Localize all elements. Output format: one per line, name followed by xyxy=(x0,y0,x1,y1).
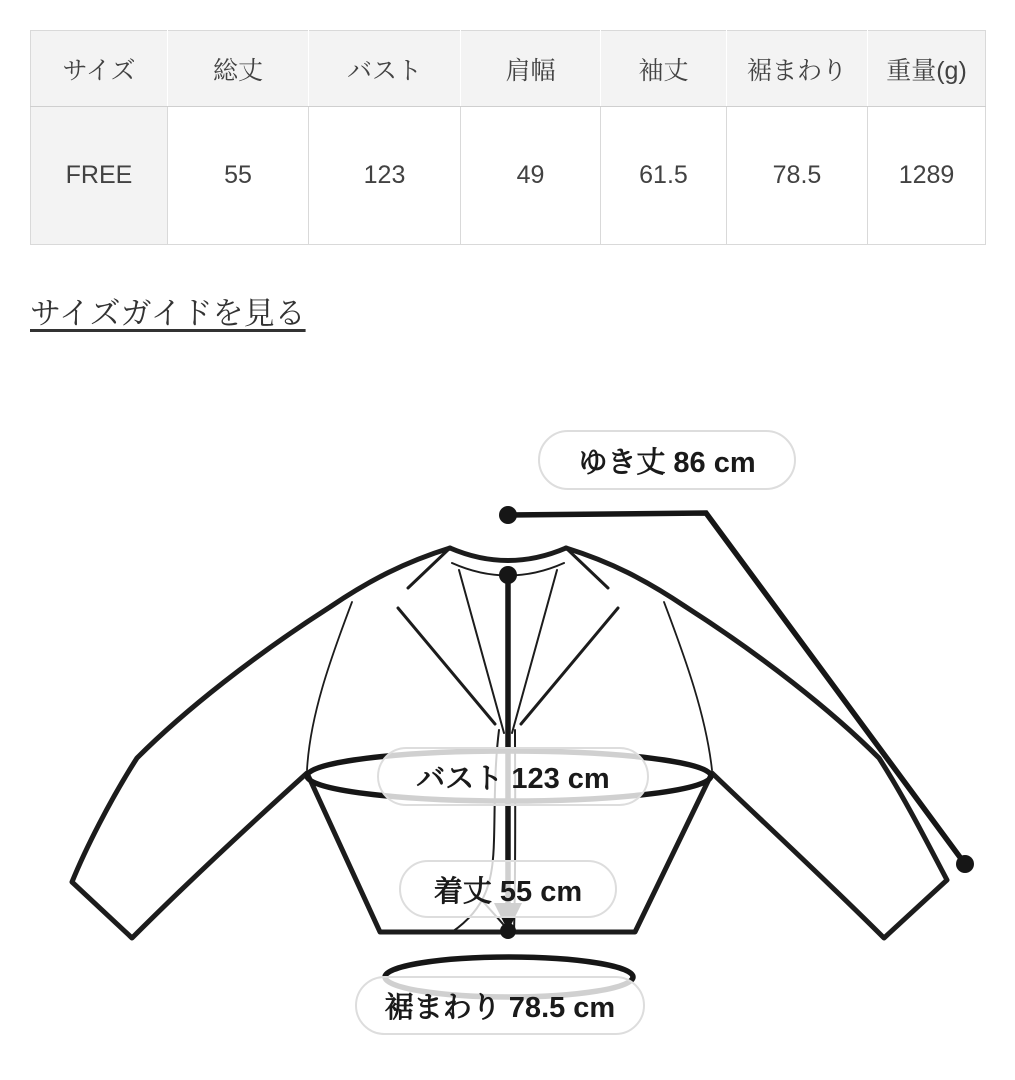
bust-label: バスト 123 cm xyxy=(377,747,649,806)
cell-sleeve: 61.5 xyxy=(601,107,727,245)
cell-length: 55 xyxy=(168,107,309,245)
cell-size: FREE xyxy=(31,107,168,245)
cell-weight: 1289 xyxy=(868,107,986,245)
col-header-bust: バスト xyxy=(309,31,461,107)
col-header-size: サイズ xyxy=(31,31,168,107)
col-header-length: 総丈 xyxy=(168,31,309,107)
cell-bust: 123 xyxy=(309,107,461,245)
length-bottom-dot xyxy=(500,923,516,939)
cell-hem: 78.5 xyxy=(727,107,868,245)
yuki-end-dot xyxy=(956,855,974,873)
col-header-shoulder: 肩幅 xyxy=(461,31,601,107)
col-header-sleeve: 袖丈 xyxy=(601,31,727,107)
yuki-length-label: ゆき丈 86 cm xyxy=(538,430,796,490)
length-top-dot xyxy=(499,566,517,584)
body-length-label: 着丈 55 cm xyxy=(399,860,617,918)
col-header-hem: 裾まわり xyxy=(727,31,868,107)
col-header-weight: 重量(g) xyxy=(868,31,986,107)
cell-shoulder: 49 xyxy=(461,107,601,245)
yuki-start-dot xyxy=(499,506,517,524)
yuki-measure-line xyxy=(508,513,965,864)
size-guide-link[interactable]: サイズガイドを見る xyxy=(30,296,306,331)
hem-label: 裾まわり 78.5 cm xyxy=(355,976,645,1035)
